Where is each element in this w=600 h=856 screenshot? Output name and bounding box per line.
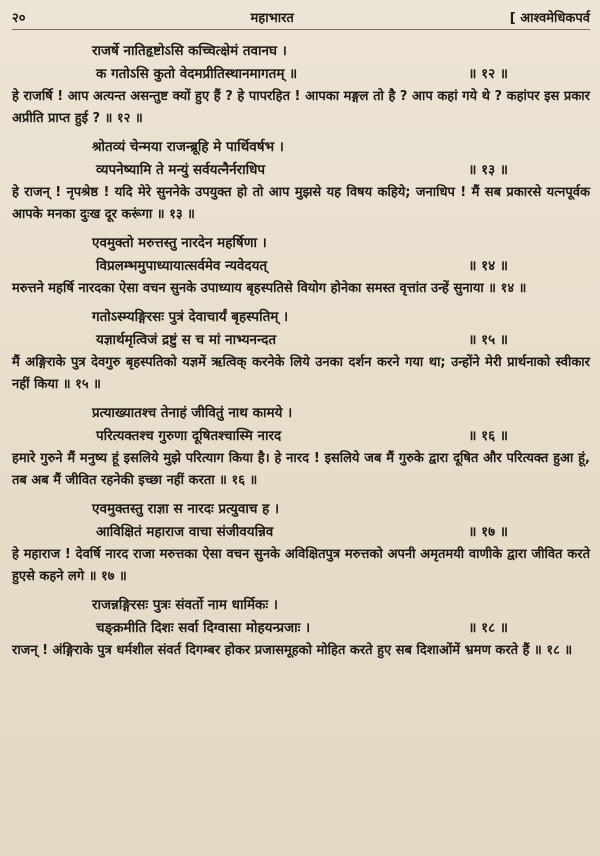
sanskrit-verse: [12, 402, 590, 448]
sanskrit-verse: [12, 498, 590, 544]
section-title: [ आश्वमेधिकपर्व: [509, 11, 590, 26]
sanskrit-verse: [12, 306, 590, 352]
hindi-translation: राजन् ! अंङ्गिराके पुत्र धर्मशील संवर्त दिगम्बर होकर प्रजासमूहको मोहित करते हुए सब दिशाओंमें भ्रमण करते हैं ॥ १८ ॥: [12, 643, 573, 658]
verse-line-1: राजन्नङ्गिरसः पुत्रः संवर्तो नाम धार्मिकः ।: [92, 597, 278, 613]
verse-number: ॥ १२ ॥: [468, 66, 508, 82]
shloka-block: [12, 136, 590, 226]
verse-line-2-text: यज्ञार्थमृत्विजं द्रष्टुं स च मां नाभ्यनन्दत: [96, 332, 277, 348]
verse-line-2-text: विप्रलम्भमुपाध्यायात्सर्वमेव न्यवेदयत्: [96, 258, 268, 274]
verse-line-2: [12, 63, 590, 86]
sanskrit-verse: [12, 232, 590, 278]
hindi-translation: मरुत्तने महर्षि नारदका ऐसा वचन सुनके उपाध्याय बृहस्पतिसे वियोग होनेका समस्त वृत्तांत उन्हें सुनाया ॥ १४ ॥: [12, 281, 527, 296]
verse-line-1: एवमुक्तस्तु राज्ञा स नारदः प्रत्युवाच ह ।: [92, 501, 280, 517]
shloka-block: [12, 402, 590, 492]
page-header: [12, 6, 590, 30]
hindi-translation: हे महाराज ! देवर्षि नारद राजा मरुत्तका ऐसा वचन सुनके अविक्षितपुत्र मरुत्तको अपनी अमृतमयी वाणीके द्वारा जीवित करते हुएसे कहने लगे ॥ १७ ॥: [12, 547, 590, 584]
sanskrit-verse: [12, 40, 590, 86]
page-body: [12, 30, 590, 662]
verse-line-1: प्रत्याख्यातश्च तेनाहं जीवितुं नाथ कामये ।: [92, 405, 293, 421]
verse-line-2-text: व्यपनेष्यामि ते मन्युं सर्वयत्नैर्नराधिप: [96, 162, 266, 178]
verse-line-2: [12, 617, 590, 640]
verse-number: ॥ १७ ॥: [468, 524, 508, 540]
shloka-block: [12, 306, 590, 396]
verse-number: ॥ १३ ॥: [468, 162, 508, 178]
verse-line-1: राजर्षे नातिहृष्टोऽसि कच्चित्क्षेमं तवानघ ।: [92, 43, 287, 59]
hindi-translation: हमारे गुरुने मैं मनुष्य हूं इसलिये मुझे परित्याग किया है। हे नारद ! इसलिये जब मैं गुरुके द्वारा दूषित और परित्यक्त हुआ हूं, तब अब मैं जीवित रहनेकी इच्छा नहीं करता ॥ १६ ॥: [12, 451, 590, 488]
shloka-block: [12, 498, 590, 588]
verse-line-1: एवमुक्तो मरुत्तस्तु नारदेन महर्षिणा ।: [92, 235, 267, 251]
verse-line-1: श्रोतव्यं चेन्मया राजन्ब्रूहि मे पार्थिवर्षभ ।: [92, 139, 284, 155]
verse-line-2-text: आविक्षितं महाराज वाचा संजीवयन्निव: [96, 524, 274, 540]
verse-line-1: गतोऽस्म्यङ्गिरसः पुत्रं देवाचार्यं बृहस्पतिम् ।: [92, 309, 289, 325]
hindi-translation: हे राजर्षि ! आप अत्यन्त असन्तुष्ट क्यों हुए हैं ? हे पापरहित ! आपका मङ्गल तो है ? आप कहां गये थे ? कहांपर इस प्रकार अप्रीति प्राप्त हुई ? ॥ १२ ॥: [12, 89, 590, 126]
verse-number: ॥ १५ ॥: [468, 332, 508, 348]
verse-line-2-text: चङ्क्रमीति दिशः सर्वा दिग्वासा मोहयन्प्रजाः ।: [96, 620, 311, 636]
sanskrit-verse: [12, 136, 590, 182]
verse-number: ॥ १४ ॥: [468, 258, 508, 274]
verse-number: ॥ १६ ॥: [468, 428, 508, 444]
verse-line-2-text: क गतोऽसि कुतो वेदमप्रीतिस्थानमागतम् ॥: [96, 66, 298, 82]
verse-number: ॥ १८ ॥: [468, 620, 508, 636]
shloka-block: [12, 40, 590, 130]
page-number: २०: [12, 11, 26, 26]
shloka-block: [12, 232, 590, 300]
verse-line-2-text: परित्यक्तश्च गुरुणा दूषितश्चास्मि नारद: [96, 428, 282, 444]
sanskrit-verse: [12, 594, 590, 640]
hindi-translation: मैं अङ्गिराके पुत्र देवगुरु बृहस्पतिको यज्ञमें ऋत्विक् करनेके लिये उनका दर्शन करने गया था; उन्होंने मेरी प्रार्थनाको स्वीकार नहीं किया ॥ १५ ॥: [12, 355, 590, 392]
book-title: महाभारत: [250, 11, 294, 26]
verse-line-2: [12, 425, 590, 448]
verse-line-2: [12, 159, 590, 182]
verse-line-2: [12, 255, 590, 278]
verse-line-2: [12, 329, 590, 352]
verse-line-2: [12, 521, 590, 544]
shloka-block: [12, 594, 590, 662]
hindi-translation: हे राजन् ! नृपश्रेष्ठ ! यदि मेरे सुननेके उपयुक्त हो तो आप मुझसे यह विषय कहिये; जनाधिप ! मैं सब प्रकारसे यत्नपूर्वक आपके मनका दुःख दूर करूंगा ॥ १३ ॥: [12, 185, 590, 222]
